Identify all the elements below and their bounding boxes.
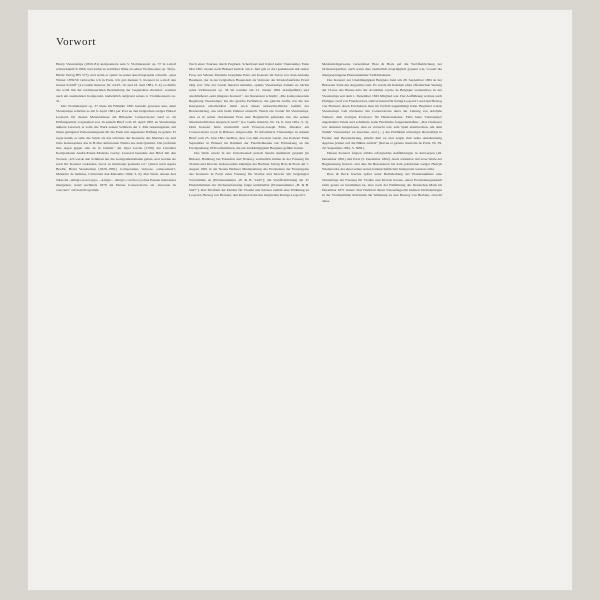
paragraph: Diesen Konzert folgten etliche erfolgreiche Aufführungen in Antwerpen (26. Dezember 1861) und Paris (5. Dezember 1862). Auch scheinbar rief erste Welle der Begeisterung freiwar, und dies im Besonderen bei dem polnischen Geiger Henryk Wieniawski, der einer seiner ersten leidenschaftlichen Interpreten werden sollte.	[322, 151, 442, 171]
page-content	[56, 36, 546, 572]
paragraph: Das Werk wurde in der Zwischenzeit jedoch bereits mehrmals gespielt (in Brüssel, Hamburg bei Frankfurt und Nantes), vermutlich immer in der Fassung für Violine und Klavier. Insbesondere kündigte der Berliner Verlag Bote & Bock am 7. August 1861 in der Neuen Berliner Musikzeitung das Erscheinen der Erstausgabe des Konzerts in Form einer Fassung für Violine und Klavier mit beigelegter Solostimme an (Plattennummer „B. & B. 5445“); die Veröffentlichung der 47 Einzelstimmen der Orchesterfassung folgte unmittelbar (Plattennummer „B. & B. 5447“). Das Titelblatt der Partitur für Violine und Klavier enthält eine Widmung an Leopold, Herzog von Brabant, den ältesten Sohn des belgischen Königs Leopold I.	[189, 151, 309, 198]
column-container	[56, 62, 546, 204]
document-page	[28, 10, 572, 590]
paragraph: Das Violinkonzert op. 37 muss im Frühjahr 1861 beendet gewesen sein, denn Vieuxtemps schickte es am 9. April 1861 per Post an den belgischen Geiger Hubert Leonard, für dessen Meisterklasse am Brüsseler Conservatoire rund es als Prüfungsstück vorgesehen war. In seinem Brief vom 10. April 1861 an Vieuxtemps äußerte Léonard, er solle das Werk seinen Schülern am 1. Mai bekanntgeben, um ihnen genügend Vorbereitungszeit für die Ende Juli angesetzte Prüfung zu geben. Er sagte kaum, er sehe das Stück als das schönste der Konzerte des Meisters an, und löste insbesondere das in H-Dur auftretende Thema aus dem Quintett. Die profunde ihre eigen gegen sein de in familie“ der Oper Lucile (1769) des Linzeller Komponisten André-Ernest-Modeste Grétry. Léonard beendete den Brief mit den Worten: „Ich werde den Schülern nur die Gelegenheitsmusik geben, und werden sie noch Ihr Konzert verkaufen, bevor es überhaupt gedruckt ist.“ (zitiert nach Agnès Bradlé, Henri Vieuxtemps (1820–1881). Compositeur, virtuose, compositeur?, Mémoire de maîtrise, Université Aix-Marseille 1994, S. 9). Das Werk, dessen drei Sätze im „Allegro non troppo – Adagio – Allegro con fuoco) ohne Pausen ineinander übergehen, stand nachmals 1878 am Pariser Conservatoire als „morceau de concours“ auf dem Programm.	[56, 104, 176, 192]
text-column-3	[322, 62, 442, 204]
page-title: Vorwort	[56, 36, 97, 48]
paragraph: Nach einer Tournee durch England, Schottland und Irland kehrt Vieuxtemps Ende Mai 1861 wieder nach Brüssel zurück: am 2. Juni gab er dort gemeinsam mit seiner Frau, der Wiener Pianistin Josephine Eder, ein Konzert im Salon von Jean-Antoine Baumont, der in der belgischen Hauptstadt als Vertreter der Klavierbaufirma Erard tätig war. Wie der Guide musical mitteilte, spielte Vieuxtemps damals zu nächst seine Violinsonate op. 36 im Lenden am 21. Januar 1861 uraufgeführt) und anschließend „sein jüngstes Konzert“, der Rezensent schreibt: „Die komponierende Begabung Vieuxtemps' hat die gleiche Perfektion, die gleiche Größe wie die des Interpreten entscheidbar rüttet auch dieses unbeschreibliche Gefühl der Bewunderung, das sich beim Zuhörer einstellt. Welch ein Vorteil für Vieuxtemps, dass er in seiner charmanten Frau eine Begleiterin gefunden hat, die seinen übermenschlichen Anspruch wird!“ (Le Guide musical, Nr. 14, 6. Juni 1861, S. 2). Dem Konzert hatte vermutlich auch François-Joseph Fétis, Direktor am Conservatoire royal in Brüssel, beigewohnt. Er informierte Vieuxtemps in seinem Brief vom 25. Juni 1861 darüber, dass von ihm erwartet werde, das Konzert Ende September in Brüssel im Rahmen der Feierlichkeiten zur Erinnerung an die Fertigstellung 1830 aufzuführen, die zur Unabhängigkeit Belgiens geführt hatten.	[189, 62, 309, 150]
text-column-1	[56, 62, 176, 193]
text-column-2	[189, 62, 309, 199]
paragraph: Bote & Bock brachte später unter Beibehaltung der Plattennummer eine Neuauflage der Fassung für Violine und Klavier heraus, deren Erscheinungsdatum nicht genau zu bestimmen ist, aber nach der Einführung der Deutschen Mark im Dezember 1871 datiert. Das Titelblatt dieser Neuauflage mit kleinen Veränderungen in der Violinstimme übernahm die Widmung an den Herzog von Brabant, obwohl diese	[322, 172, 442, 203]
paragraph: Das Konzert zur Unabhängigkeit Belgiens fand am 28. September 1861 in der Brüsseler Salle des Augustins statt. Es wurde im Rahmen einer öffentlichen Sitzung der Classe des Beaux-Arts der Académie royale de Belgique veranstaltet, in der Vieuxtemps seit dem 1. Dezember 1845 Mitglied war. Der Aufführung wohnte auch Philippe, Graf von Flandern bei, stellvertretend für König Leopold I. und den Herzog von Brabant, deren Erscheinen man im Vorfeld angekündigt hatte. Begleitet wurde Vieuxtemps vom Orchester des Conservatoire unter der Leitung von Adolphe Samuel, dem dortigen Professor für Harmonielehre. Fétis hatte Vieuxtemps' ungebremst Talent und schilderte seine Eindrücke folgendermaßen: „Das Orchester war demalen hingerissen, dass es versucht war, sein Spiel abzubrechen, um dem Summ' Vieuxtemps' zu lauschen, und […] das Publikum schwelgte überwältigt in Freude und Bewunderung, jubelte ihm zu und zeigte ihm seine Anerkennung Applaus (zitiert auf die Bühne zurück“ (Revue et gazette musicale de Paris, Nr. 39, 29. September 1861, S. 3081).	[322, 77, 442, 150]
paragraph: Merkwürdigerweise verzeichnet Bote & Bock auf die Veröffentlichung der Orchesterpartitur, auch wenn dies vermutlich ursprünglich geplant war, worauf die übergesprungene Plattennummer 5446 hindeutet.	[322, 62, 442, 77]
paragraph: Henry Vieuxtemps (1820–81) komponierte sein 5. Violinkonzert op. 37 in a-moll wahrscheinlich 1860, und damit zu zeitlicher Nähe zu seiner Violinsonate op. 36 (G. Henle Verlag HN 577), und wenn er später in seiner Autobiographie schreibt, „Ден Winter 1859/59 verbrachte ich in Paris, Ich gab meinen 5. Konzert in a-moll den letzten Schliff“ (Le Guide musical, Nr. 24/25, 16. und 23. Juni 1881, S. 4), so dürfte das wohl mit der nachbessernden Bearbeitung der Gegensätze ebendort, sondern auch ein anerkannter Komponist, namentlich aufgrund seines 4. Violinkonzerts op. 31.	[56, 62, 176, 103]
